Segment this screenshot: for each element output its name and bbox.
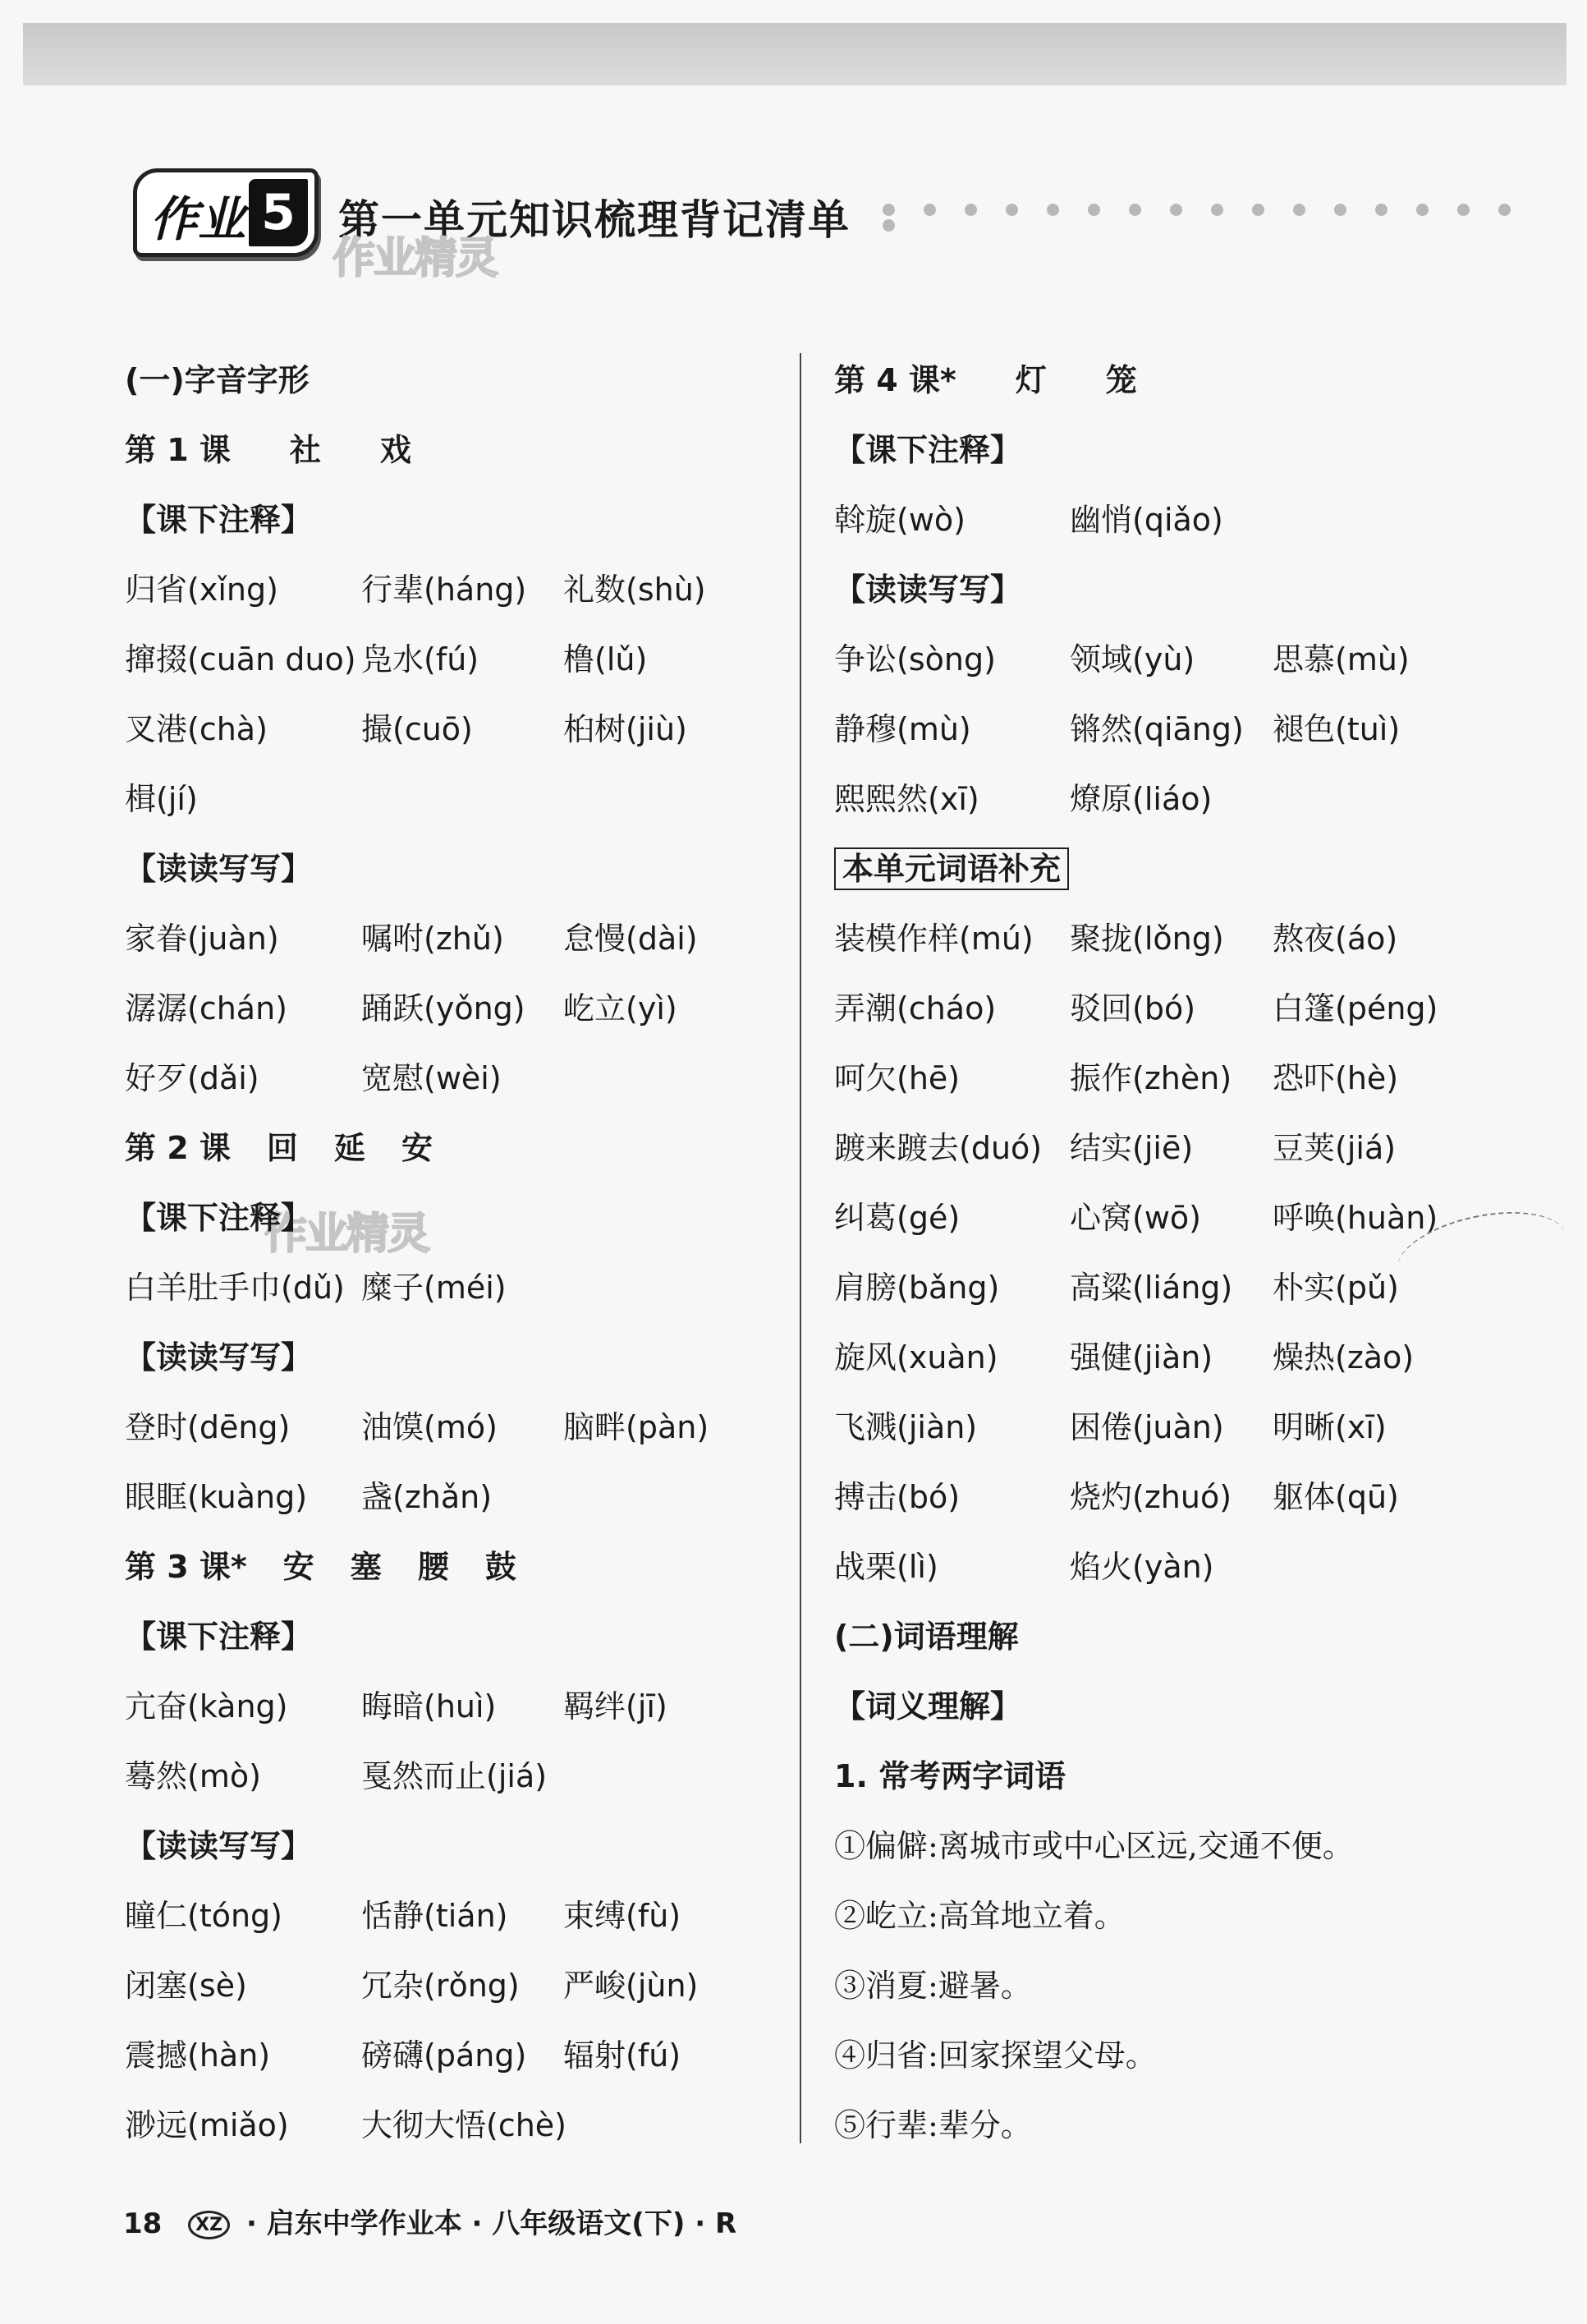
vocab-item: 严峻(jùn) — [563, 1968, 699, 2004]
vocab-item: 心窝(wō) — [1070, 1200, 1201, 1236]
vocab-item: 斡旋(wò) — [834, 502, 966, 538]
vocab-item: 静穆(mù) — [834, 711, 971, 747]
badge-label: 作业 — [150, 191, 246, 247]
heading-text: 【读读写写】 — [125, 1339, 313, 1376]
vocab-item: 瞳仁(tóng) — [125, 1898, 283, 1934]
vocab-item: 眼眶(kuàng) — [125, 1479, 308, 1515]
lesson-number: 第 4 课* — [834, 362, 956, 398]
vocab-item: 大彻大悟(chè) — [361, 2107, 567, 2143]
vocab-item: 家眷(juàn) — [125, 921, 279, 957]
vocab-item: 登时(dēng) — [125, 1409, 291, 1445]
vocab-item: 争讼(sòng) — [834, 641, 996, 677]
definition-text: ①偏僻:离城市或中心区远,交通不便。 — [834, 1828, 1354, 1864]
lesson-number: 第 3 课* — [125, 1549, 247, 1585]
definition-line — [834, 1960, 1032, 2005]
subsection-label — [834, 564, 1021, 609]
book-title: · 启东中学作业本 · 八年级语文(下) · R — [245, 2207, 737, 2240]
vocab-item: 褪色(tuì) — [1273, 711, 1401, 747]
vocab-item: 躯体(qū) — [1273, 1479, 1399, 1515]
vocab-item: 恬静(tián) — [361, 1898, 508, 1934]
subsection-label — [125, 1611, 312, 1656]
definition-line — [834, 2100, 1032, 2145]
vocab-item: 辐射(fú) — [563, 2037, 681, 2074]
subsection-label — [125, 1821, 312, 1866]
vocab-item: 驳回(bó) — [1070, 990, 1196, 1027]
heading-text: 1. 常考两字词语 — [834, 1758, 1066, 1794]
page-title: 第一单元知识梳理背记清单 — [338, 196, 851, 244]
vocab-item: 飞溅(jiàn) — [834, 1409, 978, 1445]
lesson-title-char: 延 — [333, 1130, 365, 1166]
vocab-item: 困倦(juàn) — [1070, 1409, 1224, 1445]
vocab-item: 渺远(miǎo) — [125, 2107, 289, 2143]
definition-line — [834, 1821, 1354, 1866]
vocab-item: 强健(jiàn) — [1070, 1339, 1213, 1376]
watermark: 作业精灵 — [333, 234, 498, 283]
vocab-item: 搏击(bó) — [834, 1479, 961, 1515]
vocab-item: 凫水(fú) — [361, 641, 479, 677]
lesson-heading — [834, 355, 1137, 400]
subsection-label — [834, 1681, 1021, 1726]
lesson-number: 第 2 课 — [125, 1130, 231, 1166]
vocab-item: 白篷(péng) — [1273, 990, 1438, 1027]
section-heading — [125, 355, 310, 400]
subsection-label — [834, 425, 1021, 470]
definition-text: ②屹立:高耸地立着。 — [834, 1898, 1126, 1934]
vocab-item: 羁绊(jī) — [563, 1688, 667, 1725]
subsection-label — [125, 843, 312, 889]
lesson-title-char: 戏 — [379, 432, 411, 468]
vocab-item: 结实(jiē) — [1070, 1130, 1194, 1166]
vocab-item: 糜子(méi) — [361, 1270, 507, 1306]
lesson-title-char: 鼓 — [484, 1549, 516, 1585]
vocab-item: 弄潮(cháo) — [834, 990, 997, 1027]
vocab-item: 朴实(pǔ) — [1273, 1270, 1399, 1306]
heading-text: (二)词语理解 — [834, 1619, 1019, 1655]
heading-text: 【读读写写】 — [125, 1828, 313, 1864]
vocab-item: 思慕(mù) — [1273, 641, 1410, 677]
vocab-item: 礼数(shù) — [563, 572, 706, 608]
heading-text: 【课下注释】 — [834, 432, 1022, 468]
decorative-dots — [883, 204, 1564, 220]
vocab-item: 脑畔(pàn) — [563, 1409, 709, 1445]
vocab-item: 屹立(yì) — [563, 990, 677, 1027]
definition-text: ⑤行辈:辈分。 — [834, 2107, 1032, 2143]
lesson-title-char: 笼 — [1105, 362, 1137, 398]
lesson-title-char: 塞 — [350, 1549, 382, 1585]
vocab-item: 潺潺(chán) — [125, 990, 287, 1027]
badge-number: 5 — [249, 179, 308, 246]
boxed-heading — [834, 843, 1069, 889]
vocab-item: 肩膀(bǎng) — [834, 1270, 1000, 1306]
vocab-item: 桕树(jiù) — [563, 711, 687, 747]
lesson-title-char: 灯 — [1015, 362, 1047, 398]
section-heading — [834, 1611, 1019, 1656]
column-divider — [800, 353, 801, 2143]
vocab-item: 振作(zhèn) — [1070, 1060, 1232, 1096]
vocab-item: 叉港(chà) — [125, 711, 268, 747]
vocab-item: 宽慰(wèi) — [361, 1060, 502, 1096]
subsection-label — [125, 1192, 312, 1238]
lesson-title-char: 安 — [282, 1549, 314, 1585]
subsection-label — [125, 494, 312, 540]
publisher-logo: XZ — [188, 2211, 230, 2239]
page-number: 18 — [123, 2207, 163, 2240]
vocab-item: 幽悄(qiǎo) — [1070, 502, 1223, 538]
vocab-item: 焰火(yàn) — [1070, 1549, 1214, 1585]
lesson-title-char: 安 — [401, 1130, 433, 1166]
vocab-item: 装模作样(mú) — [834, 921, 1034, 957]
vocab-item: 油馍(mó) — [361, 1409, 498, 1445]
vocab-item: 踱来踱去(duó) — [834, 1130, 1043, 1166]
vocab-item: 呼唤(huàn) — [1273, 1200, 1438, 1236]
vocab-item: 战栗(lì) — [834, 1549, 938, 1585]
vocab-item: 白羊肚手巾(dǔ) — [125, 1270, 345, 1306]
vocab-item: 怠慢(dài) — [563, 921, 698, 957]
vocab-item: 束缚(fù) — [563, 1898, 681, 1934]
definition-text: ④归省:回家探望父母。 — [834, 2037, 1157, 2074]
vocab-item: 撺掇(cuān duo) — [125, 641, 356, 677]
vocab-item: 燎原(liáo) — [1070, 781, 1213, 817]
definition-line — [834, 1890, 1126, 1936]
lesson-heading — [125, 1541, 516, 1587]
vocab-item: 呵欠(hē) — [834, 1060, 961, 1096]
vocab-item: 晦暗(huì) — [361, 1688, 497, 1725]
heading-text: 【课下注释】 — [125, 1619, 313, 1655]
definition-line — [834, 2030, 1157, 2075]
vocab-item: 豆荚(jiá) — [1273, 1130, 1397, 1166]
numbered-heading — [834, 1751, 1066, 1796]
vocab-item: 磅礴(páng) — [361, 2037, 527, 2074]
vocab-item: 熬夜(áo) — [1273, 921, 1398, 957]
vocab-item: 撮(cuō) — [361, 711, 473, 747]
vocab-item: 行辈(háng) — [361, 572, 527, 608]
lesson-number: 第 1 课 — [125, 432, 231, 468]
vocab-item: 好歹(dǎi) — [125, 1060, 259, 1096]
top-band — [23, 23, 1566, 85]
lesson-title-char: 腰 — [417, 1549, 449, 1585]
vocab-item: 纠葛(gé) — [834, 1200, 961, 1236]
vocab-item: 恐吓(hè) — [1273, 1060, 1399, 1096]
lesson-title-char: 社 — [289, 432, 321, 468]
vocab-item: 燥热(zào) — [1273, 1339, 1415, 1376]
vocab-item: 踊跃(yǒng) — [361, 990, 525, 1027]
vocab-item: 明晰(xī) — [1273, 1409, 1387, 1445]
assignment-badge — [133, 168, 319, 257]
vocab-item: 高粱(liáng) — [1070, 1270, 1233, 1306]
vocab-item: 戛然而止(jiá) — [361, 1758, 548, 1794]
vocab-item: 蓦然(mò) — [125, 1758, 261, 1794]
heading-text: 【读读写写】 — [834, 572, 1022, 608]
vocab-item: 冗杂(rǒng) — [361, 1968, 520, 2004]
vocab-item: 闭塞(sè) — [125, 1968, 247, 2004]
heading-text: 【课下注释】 — [125, 1200, 313, 1236]
vocab-item: 旋风(xuàn) — [834, 1339, 998, 1376]
vocab-item: 橹(lǔ) — [563, 641, 648, 677]
subsection-label — [125, 1332, 312, 1377]
vocab-item: 聚拢(lǒng) — [1070, 921, 1224, 957]
vocab-item: 盏(zhǎn) — [361, 1479, 493, 1515]
heading-text: 【词义理解】 — [834, 1688, 1022, 1725]
lesson-title-char: 回 — [266, 1130, 298, 1166]
vocab-item: 锵然(qiāng) — [1070, 711, 1244, 747]
page-footer — [123, 2201, 736, 2241]
lesson-heading — [125, 425, 411, 470]
vocab-item: 亢奋(kàng) — [125, 1688, 288, 1725]
vocab-item: 楫(jí) — [125, 781, 198, 817]
vocab-item: 震撼(hàn) — [125, 2037, 271, 2074]
heading-text: 【读读写写】 — [125, 851, 313, 887]
definition-text: ③消夏:避暑。 — [834, 1968, 1032, 2004]
vocab-item: 烧灼(zhuó) — [1070, 1479, 1232, 1515]
vocab-item: 领域(yù) — [1070, 641, 1195, 677]
vocab-item: 嘱咐(zhǔ) — [361, 921, 504, 957]
watermark: 作业精灵 — [264, 1210, 429, 1259]
heading-text: 本单元词语补充 — [834, 847, 1069, 890]
heading-text: 【课下注释】 — [125, 502, 313, 538]
vocab-item: 归省(xǐng) — [125, 572, 278, 608]
vocab-item: 熙熙然(xī) — [834, 781, 979, 817]
heading-text: (一)字音字形 — [125, 362, 310, 398]
lesson-heading — [125, 1123, 433, 1168]
